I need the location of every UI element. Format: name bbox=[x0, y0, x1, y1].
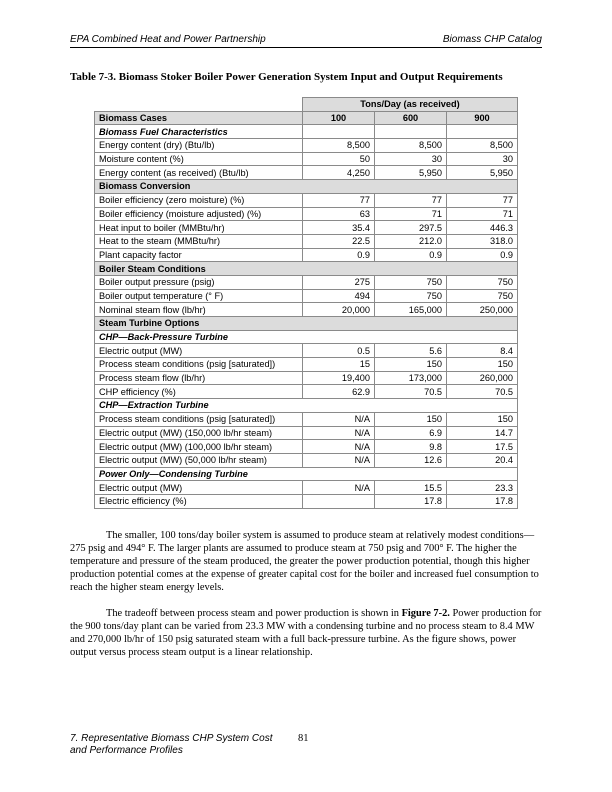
header-program-name: EPA Combined Heat and Power Partnership bbox=[70, 34, 266, 45]
value-600-tpd: 17.8 bbox=[375, 494, 447, 508]
paragraph-tradeoff-intro: The tradeoff between process steam and power production is shown in bbox=[106, 608, 402, 619]
value-100-tpd: 8,500 bbox=[303, 139, 375, 153]
row-label: Heat input to boiler (MMBtu/hr) bbox=[95, 221, 303, 235]
value-600-tpd: 77 bbox=[375, 193, 447, 207]
value-900-tpd: 150 bbox=[447, 412, 518, 426]
value-900-tpd: 250,000 bbox=[447, 303, 518, 317]
table-row bbox=[95, 385, 518, 399]
table-section-row bbox=[95, 180, 518, 194]
value-600-tpd: 150 bbox=[375, 412, 447, 426]
row-label: Electric output (MW) bbox=[95, 344, 303, 358]
value-100-tpd: 20,000 bbox=[303, 303, 375, 317]
footer-section-line-1: 7. Representative Biomass CHP System Cost bbox=[70, 733, 273, 744]
section-label: Steam Turbine Options bbox=[95, 317, 518, 331]
value-100-tpd: 19,400 bbox=[303, 371, 375, 385]
footer-section-line-2: and Performance Profiles bbox=[70, 745, 183, 756]
value-600-tpd: 150 bbox=[375, 358, 447, 372]
row-label: Process steam flow (lb/hr) bbox=[95, 371, 303, 385]
section-label: Boiler Steam Conditions bbox=[95, 262, 518, 276]
section-label: Biomass Conversion bbox=[95, 180, 518, 194]
value-900-tpd: 750 bbox=[447, 289, 518, 303]
value-900-tpd: 30 bbox=[447, 152, 518, 166]
value-900-tpd: 0.9 bbox=[447, 248, 518, 262]
row-label: Energy content (dry) (Btu/lb) bbox=[95, 139, 303, 153]
subsection-label: Power Only—Condensing Turbine bbox=[95, 467, 518, 481]
value-100-tpd: N/A bbox=[303, 440, 375, 454]
value-600-tpd: 12.6 bbox=[375, 453, 447, 467]
column-header-biomass-cases: Biomass Cases bbox=[95, 111, 303, 125]
row-label: CHP efficiency (%) bbox=[95, 385, 303, 399]
value-100-tpd: 22.5 bbox=[303, 234, 375, 248]
value-100-tpd: 77 bbox=[303, 193, 375, 207]
value-600-tpd: 0.9 bbox=[375, 248, 447, 262]
value-600-tpd: 9.8 bbox=[375, 440, 447, 454]
paragraph-tradeoff bbox=[70, 607, 544, 659]
row-label: Boiler output temperature (° F) bbox=[95, 289, 303, 303]
row-label: Plant capacity factor bbox=[95, 248, 303, 262]
table-row bbox=[95, 494, 518, 508]
table-row bbox=[95, 371, 518, 385]
row-label: Electric output (MW) (100,000 lb/hr steam) bbox=[95, 440, 303, 454]
table-row bbox=[95, 275, 518, 289]
value-900-tpd: 318.0 bbox=[447, 234, 518, 248]
table-row bbox=[95, 193, 518, 207]
value-900-tpd: 20.4 bbox=[447, 453, 518, 467]
value-100-tpd: 4,250 bbox=[303, 166, 375, 180]
table-subsection-row bbox=[95, 467, 518, 481]
value-600-tpd: 5,950 bbox=[375, 166, 447, 180]
column-header-600: 600 bbox=[375, 111, 447, 125]
value-100-tpd: N/A bbox=[303, 453, 375, 467]
value-100-tpd: 62.9 bbox=[303, 385, 375, 399]
row-label: Process steam conditions (psig [saturated]) bbox=[95, 412, 303, 426]
table-row bbox=[95, 412, 518, 426]
table-row bbox=[95, 289, 518, 303]
value-100-tpd: 275 bbox=[303, 275, 375, 289]
value-600-tpd: 5.6 bbox=[375, 344, 447, 358]
table-row bbox=[95, 152, 518, 166]
value-100-tpd: 63 bbox=[303, 207, 375, 221]
value-600-tpd: 165,000 bbox=[375, 303, 447, 317]
page-number: 81 bbox=[298, 733, 309, 744]
table-row bbox=[95, 139, 518, 153]
value-900-tpd: 8.4 bbox=[447, 344, 518, 358]
table-section-row bbox=[95, 262, 518, 276]
table-row bbox=[95, 453, 518, 467]
value-100-tpd: N/A bbox=[303, 426, 375, 440]
value-100-tpd: 0.9 bbox=[303, 248, 375, 262]
value-600-tpd: 6.9 bbox=[375, 426, 447, 440]
value-600-tpd: 8,500 bbox=[375, 139, 447, 153]
value-100-tpd: 50 bbox=[303, 152, 375, 166]
row-label: Electric efficiency (%) bbox=[95, 494, 303, 508]
table-row bbox=[95, 207, 518, 221]
column-header-100: 100 bbox=[303, 111, 375, 125]
table-row bbox=[95, 234, 518, 248]
table-body bbox=[95, 125, 518, 508]
row-label: Boiler efficiency (zero moisture) (%) bbox=[95, 193, 303, 207]
subsection-label: Biomass Fuel Characteristics bbox=[95, 125, 303, 139]
figure-reference: Figure 7-2. bbox=[401, 608, 450, 619]
value-900-tpd: 77 bbox=[447, 193, 518, 207]
table-row bbox=[95, 426, 518, 440]
value-100-tpd: 494 bbox=[303, 289, 375, 303]
value-600-tpd: 750 bbox=[375, 275, 447, 289]
value-100-tpd: N/A bbox=[303, 412, 375, 426]
paragraph-tradeoff-rest: Power production for the 900 tons/day plant can be varied from 23.3 MW with a condensing turbine and no process steam to 8.4 MW and 270,000 lb/hr of 150 psig saturated steam with a full back-pressure turbine. As the figure shows, power output versus process steam output is a linear relationship. bbox=[70, 608, 542, 658]
row-label: Boiler output pressure (psig) bbox=[95, 275, 303, 289]
value-900-tpd: 750 bbox=[447, 275, 518, 289]
value-600-tpd: 71 bbox=[375, 207, 447, 221]
value-900-tpd: 17.8 bbox=[447, 494, 518, 508]
value-100-tpd: 0.5 bbox=[303, 344, 375, 358]
subsection-label: CHP—Back-Pressure Turbine bbox=[95, 330, 518, 344]
value-900-tpd: 8,500 bbox=[447, 139, 518, 153]
value-900-tpd: 23.3 bbox=[447, 481, 518, 495]
row-label: Electric output (MW) bbox=[95, 481, 303, 495]
row-label: Boiler efficiency (moisture adjusted) (%) bbox=[95, 207, 303, 221]
table-column-header-row bbox=[95, 111, 518, 125]
table-row bbox=[95, 358, 518, 372]
column-header-900: 900 bbox=[447, 111, 518, 125]
value-600-tpd: 30 bbox=[375, 152, 447, 166]
row-label: Energy content (as received) (Btu/lb) bbox=[95, 166, 303, 180]
value-600-tpd: 212.0 bbox=[375, 234, 447, 248]
table-group-header-row bbox=[95, 98, 518, 112]
value-100-tpd: 15 bbox=[303, 358, 375, 372]
value-100-tpd bbox=[303, 494, 375, 508]
footer-section-title bbox=[70, 733, 310, 757]
table-subsection-row bbox=[95, 330, 518, 344]
row-label: Heat to the steam (MMBtu/hr) bbox=[95, 234, 303, 248]
value-900-tpd: 70.5 bbox=[447, 385, 518, 399]
value-600-tpd: 173,000 bbox=[375, 371, 447, 385]
value-600-tpd: 297.5 bbox=[375, 221, 447, 235]
value-600-tpd: 70.5 bbox=[375, 385, 447, 399]
table-row bbox=[95, 221, 518, 235]
header-catalog-name: Biomass CHP Catalog bbox=[442, 34, 542, 45]
table-section-row bbox=[95, 317, 518, 331]
empty-cell bbox=[303, 125, 375, 139]
row-label: Moisture content (%) bbox=[95, 152, 303, 166]
table-title: Table 7-3. Biomass Stoker Boiler Power Generation System Input and Output Requirements bbox=[70, 71, 503, 83]
empty-corner-cell bbox=[95, 98, 303, 112]
tons-per-day-header: Tons/Day (as received) bbox=[303, 98, 518, 112]
table-row bbox=[95, 344, 518, 358]
value-100-tpd: N/A bbox=[303, 481, 375, 495]
value-900-tpd: 446.3 bbox=[447, 221, 518, 235]
subsection-label: CHP—Extraction Turbine bbox=[95, 399, 518, 413]
value-900-tpd: 260,000 bbox=[447, 371, 518, 385]
table-row bbox=[95, 166, 518, 180]
value-900-tpd: 14.7 bbox=[447, 426, 518, 440]
row-label: Electric output (MW) (150,000 lb/hr steam) bbox=[95, 426, 303, 440]
value-900-tpd: 5,950 bbox=[447, 166, 518, 180]
value-600-tpd: 15.5 bbox=[375, 481, 447, 495]
row-label: Nominal steam flow (lb/hr) bbox=[95, 303, 303, 317]
value-100-tpd: 35.4 bbox=[303, 221, 375, 235]
value-900-tpd: 150 bbox=[447, 358, 518, 372]
empty-cell bbox=[375, 125, 447, 139]
running-header bbox=[70, 34, 542, 48]
table-subsection-row bbox=[95, 399, 518, 413]
table-row bbox=[95, 481, 518, 495]
value-900-tpd: 71 bbox=[447, 207, 518, 221]
table-subsection-row bbox=[95, 125, 518, 139]
paragraph-steam-conditions: The smaller, 100 tons/day boiler system is assumed to produce steam at relatively modest conditions—275 psig and 494° F. The larger plants are assumed to produce steam at 750 psig and 700° F. The higher the temperature and pressure of the steam produced, the greater the power production potential, though this higher production potential comes at the expense of greater capital cost for the boiler and increased fuel consumption to reach the higher steam energy levels. bbox=[70, 530, 539, 593]
empty-cell bbox=[447, 125, 518, 139]
row-label: Electric output (MW) (50,000 lb/hr steam) bbox=[95, 453, 303, 467]
value-900-tpd: 17.5 bbox=[447, 440, 518, 454]
table-row bbox=[95, 303, 518, 317]
table-row bbox=[95, 440, 518, 454]
value-600-tpd: 750 bbox=[375, 289, 447, 303]
requirements-table bbox=[94, 97, 518, 509]
row-label: Process steam conditions (psig [saturated]) bbox=[95, 358, 303, 372]
table-row bbox=[95, 248, 518, 262]
